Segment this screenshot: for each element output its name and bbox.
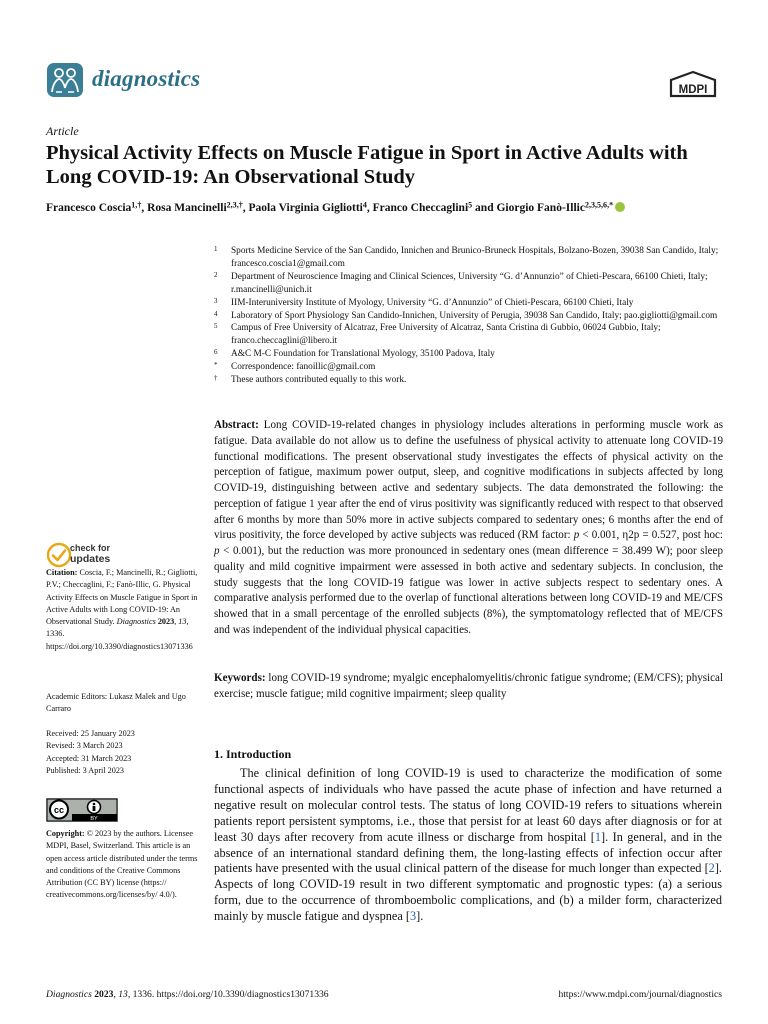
- author-affiliation-marks: 4: [362, 200, 367, 210]
- reference-link[interactable]: 3: [410, 909, 417, 924]
- footer-journal-url[interactable]: https://www.mdpi.com/journal/diagnostics: [558, 989, 722, 1000]
- author-affiliation-marks: 1,†: [131, 200, 142, 210]
- affiliation-item: 3 IIM-Interuniversity Institute of Myology, University “G. d’Annunzio” of Chieti-Pescara, 66100 Chieti, Italy: [214, 296, 634, 308]
- affiliations-list: [214, 245, 726, 387]
- author-affiliation-marks: 2,3,5,6,*: [584, 200, 614, 210]
- journal-name[interactable]: diagnostics: [92, 66, 201, 91]
- section-heading-introduction: 1. Introduction: [214, 747, 292, 761]
- affiliation-item: 1 Sports Medicine Service of the San Candido, Innichen and Brunico-Bruneck Hospitals, Bolzano-Bozen, 39038 San Candido, Italy; francesco.coscia1@gmail.com: [214, 245, 719, 269]
- affiliation-item: 2 Department of Neuroscience Imaging and Clinical Sciences, University “G. d’Annunzio” of Chieti-Pescara, 66100 Chieti, Italy; r.mancinelli@unich.it: [214, 270, 708, 295]
- abstract-label: Abstract:: [214, 419, 259, 431]
- correspondence-item: * Correspondence: fanoillic@gmail.com: [214, 361, 376, 373]
- journal-logo-icon: [46, 62, 84, 98]
- footer-doi-link[interactable]: , 1336. https://doi.org/10.3390/diagnostics13071336: [127, 989, 329, 1000]
- author-name[interactable]: Giorgio Fanò-Illic: [496, 202, 585, 214]
- citation-doi-link[interactable]: , 1336. https://doi.org/10.3390/diagnostics13071336: [46, 617, 193, 651]
- keywords-label: Keywords:: [214, 672, 266, 684]
- svg-text:BY: BY: [90, 816, 98, 822]
- check-updates-icon: [46, 542, 72, 568]
- copyright-notice: Copyright: © 2023 by the authors. Licensee MDPI, Basel, Switzerland. This article is an open access article distributed under the terms and conditions of the Creative Commons Attribution (CC BY) license (https:// creativecommons.org/licenses/by/ 4.0/).: [46, 829, 198, 900]
- orcid-icon[interactable]: [615, 202, 625, 212]
- citation-block: Citation: Coscia, F.; Mancinelli, R.; Gigliotti, P.V.; Checcaglini, F.; Fanò-Illic, G. Physical Activity Effects on Muscle Fatigue in Sport in Active Adults with Long COVID-19: An Observational Study. Diagnostics 2023, 13, 1336. https://doi.org/10.3390/diagnostics13071336: [46, 568, 198, 651]
- equal-contribution-note: † These authors contributed equally to this work.: [214, 374, 407, 386]
- affiliation-item: 4 Laboratory of Sport Physiology San Candido-Innichen, University of Perugia, 39038 San Candido, Italy; pao.gigliotti@gmail.com: [214, 309, 718, 321]
- author-list: Francesco Coscia$^{1,\dagger}$, Rosa Mancinelli$^{2,3,\dagger}$, Paola Virginia Gigliotti$^4$, Franco Checcaglini$^5$ and Giorgio Fanò-Illic$^{2,3,5,6,*}$: [46, 202, 726, 214]
- abstract: Abstract: Long COVID-19-related changes in physiology includes alterations in performing muscle work as fatigue. Data available do not allow us to define the usefulness of physical activity to attenuate long COVID-19 functional modifications. The present observational study investigates the effects of physical activity on the perception of fatigue, maximum power output, sleep, and cognitive modifications in subjects affected by long COVID-19, distinguishing between active and sedentary subjects. The data demonstrated the following: the perception of fatigue 1 year after the end of virus positivity was significantly reduced with respect to that observed after 6 months by more than 50% more in active subjects compared to sedentary ones; 6 months after the end of virus positivity, the force developed by active subjects was reduced (RM factor: p < 0.001, η2p = 0.527, post hoc: p < 0.001), but the reduction was more pronounced in sedentary ones (mean difference = 38.499 W); poor sleep quality and mild cognitive impairment were assessed in both active and sedentary subjects. In conclusion, the study suggests that the long COVID-19 fatigue was lower in active subjects respect to sedentary ones. A comparative analysis performed due to the overlap of functional alterations between long COVID-19 and ME/CFS showed that in a small percentage of the enrolled subjects (8%), the symptomatology reflected that of ME/CFS and was independent of the individual physical capacities.: [214, 419, 724, 636]
- footer-citation: Diagnostics 2023, 13, 1336. https://doi.org/10.3390/diagnostics13071336: [46, 989, 329, 1000]
- reference-link[interactable]: 1: [594, 829, 602, 844]
- publication-dates: Received: 25 January 2023 Revised: 3 March 2023 Accepted: 31 March 2023 Published: 3 April 2023: [46, 729, 135, 775]
- reference-link[interactable]: 2: [708, 861, 715, 876]
- article-type-label: Article: [46, 124, 79, 138]
- check-updates-label-bottom: updates: [70, 553, 111, 565]
- keywords: Keywords: long COVID-19 syndrome; myalgic encephalomyelitis/chronic fatigue syndrome; (EM/CFS); physical exercise; muscle fatigue; mild cognitive impairment; sleep quality: [214, 672, 723, 700]
- introduction-paragraph: The clinical definition of long COVID-19 is used to characterize the modification of some functional aspects of individuals who have passed the acute phase of infection and have returned a negative result on molecular control tests. The status of long COVID-19 refers to situations wherein patients report persistent symptoms, i.e., those that persist for at least 60 days after diagnosis or for at least 30 days after recovery from acute illness or discharge from hospital [1]. In general, and in the absence of an international standard defining them, the long-lasting effects of infection occur after patients have presented with the usual clinical pattern of the disease for much longer than expected [2]. Aspects of long COVID-19 result in two different symptomatic and prognostic types: (a) a serious form, due to the occurrence of thromboembolic complications, and (b) a milder form, characterized mainly by muscle fatigue and dyspnea [3].: [214, 766, 722, 924]
- academic-editors: Academic Editors: Lukasz Malek and Ugo Carraro: [46, 692, 186, 714]
- cc-by-license-icon[interactable]: [46, 798, 118, 822]
- check-updates-label-top: check for: [70, 543, 111, 553]
- author-name[interactable]: Francesco Coscia: [46, 202, 132, 214]
- author-name[interactable]: Franco Checcaglini: [372, 202, 469, 214]
- svg-text:cc: cc: [53, 805, 65, 815]
- affiliation-item: 6 A&C M-C Foundation for Translational Myology, 35100 Padova, Italy: [214, 348, 495, 360]
- check-for-updates-button[interactable]: [46, 542, 156, 568]
- mdpi-logo[interactable]: [667, 70, 719, 98]
- author-name[interactable]: Paola Virginia Gigliotti: [248, 202, 363, 214]
- affiliation-item: 5 Campus of Free University of Alcatraz, Free University of Alcatraz, Santa Cristina di Gubbio, 06024 Gubbio, Italy; franco.checcaglini@libero.it: [214, 322, 661, 347]
- svg-text:MDPI: MDPI: [678, 84, 708, 96]
- author-affiliation-marks: 2,3,†: [226, 200, 243, 210]
- author-name[interactable]: Rosa Mancinelli: [147, 202, 227, 214]
- article-title: Physical Activity Effects on Muscle Fatigue in Sport in Active Adults with Long COVID-19: An Observational Study: [46, 142, 688, 188]
- author-affiliation-marks: 5: [468, 200, 473, 210]
